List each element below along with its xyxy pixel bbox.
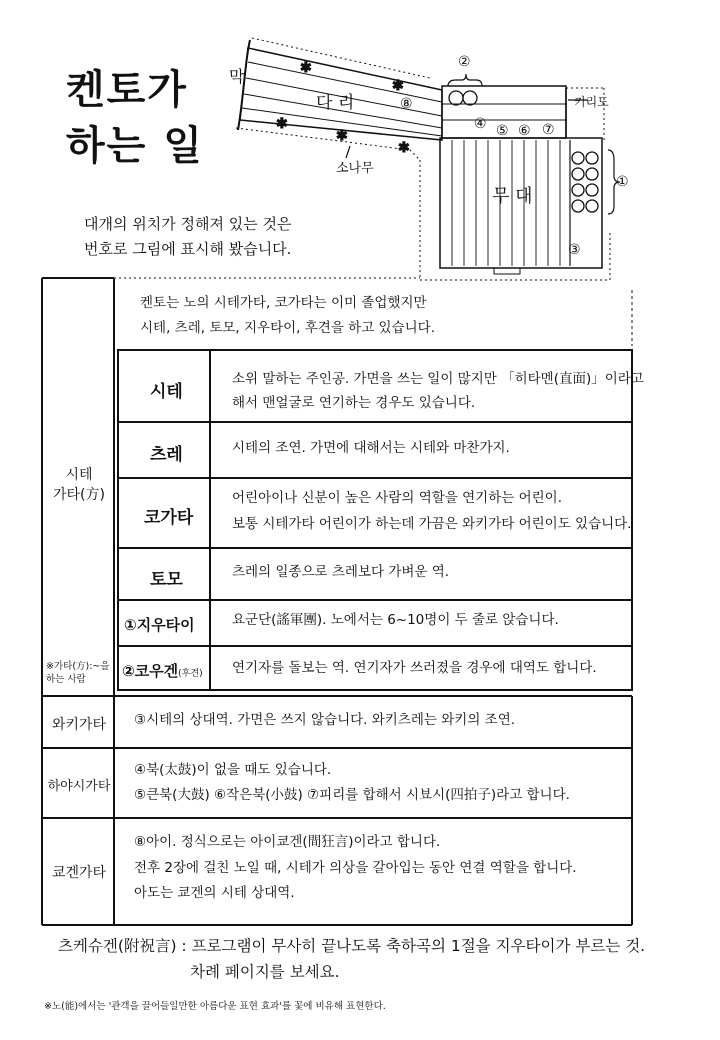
role-desc-jiutai-line1: 요군단(謠軍團). 노에서는 6~10명이 두 줄로 앉습니다. bbox=[232, 612, 559, 628]
role-desc-shite-line1: 소위 말하는 주인공. 가면을 쓰는 일이 많지만 「히타멘(直面)」이라고 bbox=[232, 371, 644, 387]
hayashi-desc-line1: ④북(太鼓)이 없을 때도 있습니다. bbox=[134, 762, 332, 778]
kyogen-desc-line3: 아도는 쿄겐의 시테 상대역. bbox=[134, 885, 295, 901]
footer-note: ※노(能)에서는 '관객을 끌어들일만한 아름다운 표현 효과'를 꽃에 비유해 표현한다. bbox=[44, 1001, 386, 1012]
marker-1: ① bbox=[616, 174, 629, 190]
role-name-shite: 시테 bbox=[150, 382, 183, 402]
page-title-line2: 하는 일 bbox=[66, 123, 204, 169]
role-name-koken bbox=[122, 660, 203, 681]
role-desc-shite-line2: 해서 맨얼굴로 연기하는 경우도 있습니다. bbox=[232, 395, 476, 411]
category-hayashi-kata: 하야시가타 bbox=[47, 779, 111, 794]
marker-6: ⑥ bbox=[518, 123, 531, 139]
marker-8: ⑧ bbox=[400, 96, 413, 112]
role-desc-tsure-line1: 시테의 조연. 가면에 대해서는 시테와 마찬가지. bbox=[232, 440, 510, 456]
pine-icon: ✱ bbox=[276, 116, 288, 132]
category-shite-kata-line1: 시테 bbox=[65, 467, 93, 483]
table-intro-line1: 켄토는 노의 시테가타, 코가타는 이미 졸업했지만 bbox=[140, 295, 427, 311]
role-name-tsure: 츠레 bbox=[150, 445, 183, 465]
role-name-koken-main: ②코우겐 bbox=[122, 662, 179, 680]
kiri-do-label: 키리도 bbox=[574, 95, 609, 109]
intro-line2: 번호로 그림에 표시해 봤습니다. bbox=[84, 240, 292, 258]
role-name-kokata: 코가타 bbox=[144, 508, 194, 528]
hayashi-desc-line2: ⑤큰북(大鼓) ⑥작은북(小鼓) ⑦피리를 합해서 시뵤시(四拍子)라고 합니다. bbox=[134, 787, 570, 803]
kyogen-desc-line2: 전후 2장에 걸친 노일 때, 시테가 의상을 갈아입는 동안 연결 역할을 합니다. bbox=[134, 860, 577, 876]
intro-line1: 대개의 위치가 정해져 있는 것은 bbox=[84, 215, 292, 233]
marker-3: ③ bbox=[568, 242, 581, 258]
role-desc-tomo-line1: 츠레의 일종으로 츠레보다 가벼운 역. bbox=[232, 564, 450, 580]
hashigakari-bridge bbox=[236, 38, 610, 280]
marker-7: ⑦ bbox=[542, 122, 555, 138]
marker-5: ⑤ bbox=[496, 123, 509, 139]
role-name-koken-small: (후견) bbox=[178, 669, 203, 679]
maku-label: 막 bbox=[229, 67, 245, 86]
butai-label: 무 대 bbox=[492, 186, 533, 207]
kata-note: ※가타(方):~을 하는 사람 bbox=[46, 661, 110, 685]
marker-4: ④ bbox=[474, 116, 487, 132]
table-intro-line2: 시테, 츠레, 토모, 지우타이, 후견을 하고 있습니다. bbox=[140, 320, 435, 336]
page-title-line1: 켄토가 bbox=[66, 67, 188, 113]
pine-icon: ✱ bbox=[336, 128, 348, 144]
category-shite-kata-line2: 가타(方) bbox=[53, 487, 105, 503]
hashigakari-label: 다 리 bbox=[316, 93, 355, 113]
pine-icon: ✱ bbox=[398, 140, 410, 156]
category-waki-kata: 와키가타 bbox=[51, 717, 107, 733]
role-desc-koken-line1: 연기자를 돌보는 역. 연기자가 쓰러졌을 경우에 대역도 합니다. bbox=[232, 660, 597, 676]
footer-line2: 차례 페이지를 보세요. bbox=[190, 963, 340, 981]
role-desc-kokata-line1: 어린아이나 신분이 높은 사람의 역할을 연기하는 어린이. bbox=[232, 490, 562, 506]
marker-2: ② bbox=[458, 54, 471, 70]
footer-line1: 츠케슈겐(附祝言) : 프로그램이 무사히 끝나도록 축하곡의 1절을 지우타이가 부르는 것. bbox=[58, 937, 646, 955]
pine-icon: ✱ bbox=[392, 78, 404, 94]
kyogen-desc-line1: ⑧아이. 정식으로는 아이쿄겐(間狂言)이라고 합니다. bbox=[134, 834, 441, 850]
category-kyogen-kata: 쿄겐가타 bbox=[51, 865, 107, 881]
role-name-tomo: 토모 bbox=[150, 570, 183, 590]
pine-icon: ✱ bbox=[300, 60, 312, 76]
waki-desc-line1: ③시테의 상대역. 가면은 쓰지 않습니다. 와키츠레는 와키의 조연. bbox=[134, 712, 516, 728]
role-name-jiutai: ①지우타이 bbox=[124, 616, 195, 634]
sonamu-label: 소나무 bbox=[336, 161, 374, 176]
role-desc-kokata-line2: 보통 시테가타 어린이가 하는데 가끔은 와키가타 어린이도 있습니다. bbox=[232, 516, 632, 532]
